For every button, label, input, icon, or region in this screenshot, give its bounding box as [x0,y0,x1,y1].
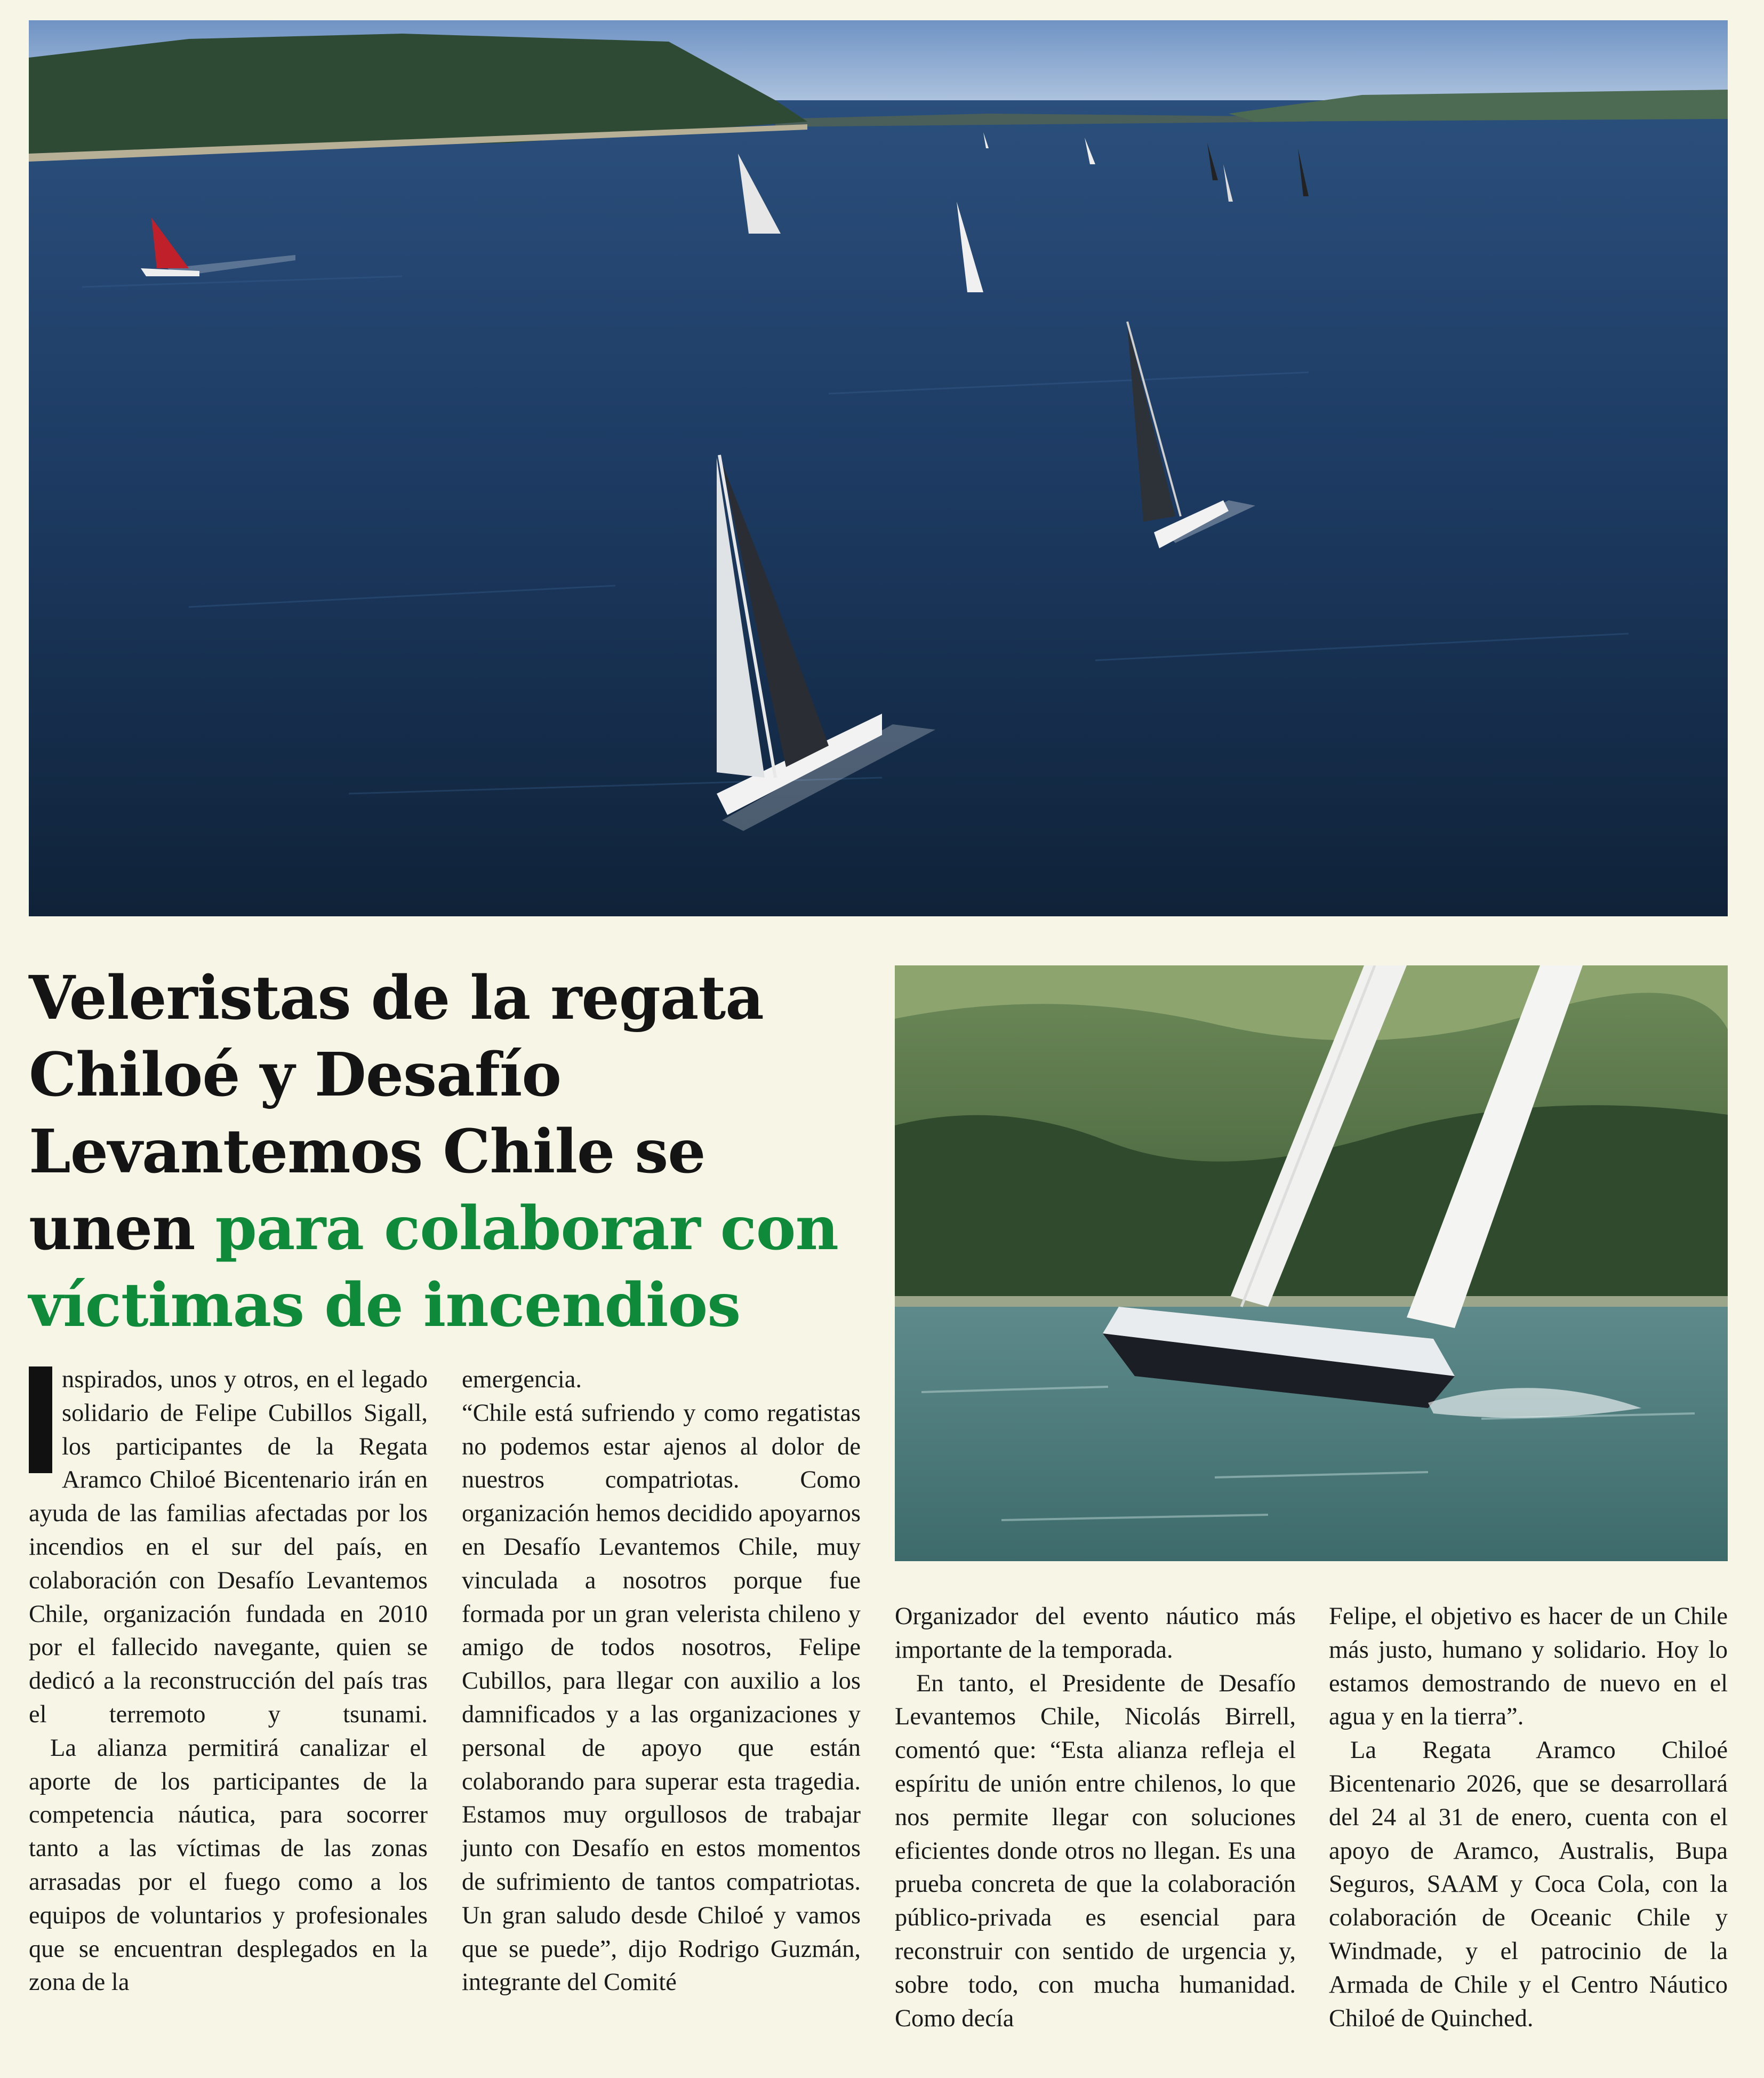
column-2-paragraph-1: emergencia. [462,1366,582,1393]
article-column-2 [462,1363,861,2000]
column-1-paragraph-1 [29,1363,428,1732]
headline-green-part: para colaborar con víctimas de incendios [29,1194,838,1340]
column-4-paragraph-1: Felipe, el objetivo es hacer de un Chile más justo, humano y solidario. Hoy lo estamos demostrando de nuevo en el agua y en la tierra”. [1329,1603,1728,1731]
drop-cap-bar [29,1366,52,1473]
article-column-1 [29,1363,428,2000]
column-1-paragraph-2: La alianza permitirá canalizar el aporte de los participantes de la competencia náutica, para socorrer tanto a las víctimas de las zonas arrasadas por el fuego como a los equipos de voluntarios y profesionales que se encuentran desplegados en la zona de la [29,1734,428,1996]
sailboat-shore-photo [895,965,1728,1561]
column-1-paragraph-1-text: nspirados, unos y otros, en el legado solidario de Felipe Cubillos Sigall, los participantes de la Regata Aramco Chiloé Bicentenario irán en ayuda de las familias afectadas por los incendios en el sur del país, en colaboración con Desafío Levantemos Chile, organización fundada en 2010 por el fallecido navegante, quien se dedicó a la reconstrucción del país tras el terremoto y tsunami. [29,1366,428,1728]
column-3-paragraph-1: Organizador del evento náutico más importante de la temporada. [895,1603,1296,1664]
article-headline [29,960,871,1344]
column-4-paragraph-2: La Regata Aramco Chiloé Bicentenario 2026, que se desarrollará del 24 al 31 de enero, cuenta con el apoyo de Aramco, Australis, Bupa Seguros, SAAM y Coca Cola, con la colaboración de Oceanic Chile y Windmade, y el patrocinio de la Armada de Chile y el Centro Náutico Chiloé de Quinched. [1329,1737,1728,2032]
article-column-3 [895,1600,1296,2035]
regatta-aerial-photo [29,20,1728,916]
column-3-paragraph-2: En tanto, el Presidente de Desafío Levantemos Chile, Nicolás Birrell, comentó que: “Esta alianza refleja el espíritu de unión entre chilenos, lo que nos permite llegar con soluciones eficientes donde otros no llegan. Es una prueba concreta de que la colaboración público-privada es esencial para reconstruir con sentido de urgencia y, sobre todo, con mucha humanidad. Como decía [895,1669,1296,2032]
column-2-paragraph-2: “Chile está sufriendo y como regatistas no podemos estar ajenos al dolor de nuestros compatriotas. Como organización hemos decidido apoyarnos en Desafío Levantemos Chile, muy vinculada a nosotros porque fue formada por un gran velerista chileno y amigo de todos nosotros, Felipe Cubillos, para llegar con auxilio a los damnificados y a las organizaciones y personal de apoyo que están colaborando para superar esta tragedia. Estamos muy orgullosos de trabajar junto con Desafío en estos momentos de sufrimiento de tantos compatriotas. Un gran saludo desde Chiloé y vamos que se puede”, dijo Rodrigo Guzmán, integrante del Comité [462,1399,861,1996]
article-column-4 [1329,1600,1728,2035]
headline-black-part: Veleristas de la regata Chiloé y Desafío Levantemos Chile se unen [29,963,764,1264]
